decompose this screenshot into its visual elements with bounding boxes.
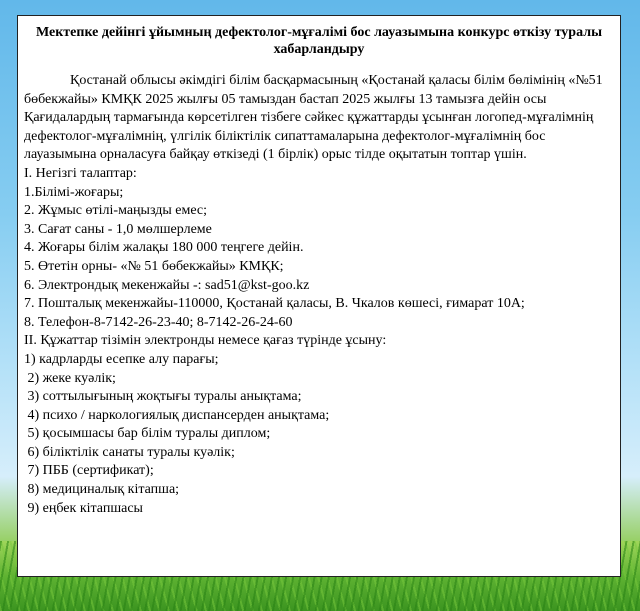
list-item: I. Негізгі талаптар: [24,165,137,181]
list-item: 8) медициналық кітапша; [24,482,180,498]
list-item: 1) кадрларды есепке алу парағы; [24,351,219,367]
list-item: 6) біліктілік санаты туралы куәлік; [24,444,235,460]
list-item: 4. Жоғары білім жалақы 180 000 теңгеге дейін. [24,240,304,256]
list-item: 5) қосымшасы бар білім туралы диплом; [24,426,271,442]
list-item: 4) психо / наркологиялық диспансерден анықтама; [24,407,330,423]
list-item: 3. Сағат саны - 1,0 мөлшерлеме [24,221,212,237]
announcement-card [17,15,621,577]
requirements-list [24,165,614,518]
list-item: 7) ПББ (сертификат); [24,463,154,479]
list-item: 5. Өтетін орны- «№ 51 бөбекжайы» КМҚК; [24,258,284,274]
list-item: II. Құжаттар тізімін электронды немесе қағаз түрінде ұсыну: [24,333,387,349]
intro-paragraph: Қостанай облысы әкімдігі білім басқармасының «Қостанай қаласы білім бөлімінің «№51 бөбекжайы» КМҚК 2025 жылғы 05 тамыздан бастап 2025 жылғы 13 тамызға дейін осы Қағидалардың тармағында көрсетілген тізбеге сәйкес құжаттарды ұсынған логопед-мұғалімнің дефектолог-мұғалімнің, үлгілік біліктілік сипаттамаларына дефектолог-мұғалімнің бос лауазымына орналасуға байқау өткізеді (1 бірлік) орыс тілде оқытатын топтар үшін. [24,73,603,163]
list-item: 2) жеке куәлік; [24,370,116,386]
list-item: 2. Жұмыс өтілі-маңызды емес; [24,203,207,219]
announcement-title: Мектепке дейінгі ұйымның дефектолог-мұғалімі бос лауазымына конкурс өткізу туралы хабарландыру [35,25,602,57]
list-item: 9) еңбек кітапшасы [24,500,143,516]
list-item: 1.Білімі-жоғары; [24,184,124,200]
list-item: 8. Телефон-8-7142-26-23-40; 8-7142-26-24-60 [24,314,293,330]
list-item: 6. Электрондық мекенжайы -: sad51@kst-goo.kz [24,277,310,293]
announcement-body [24,72,614,518]
list-item: 7. Пошталық мекенжайы-110000, Қостанай қаласы, В. Чкалов көшесі, ғимарат 10А; [24,296,525,312]
list-item: 3) соттылығының жоқтығы туралы анықтама; [24,389,302,405]
